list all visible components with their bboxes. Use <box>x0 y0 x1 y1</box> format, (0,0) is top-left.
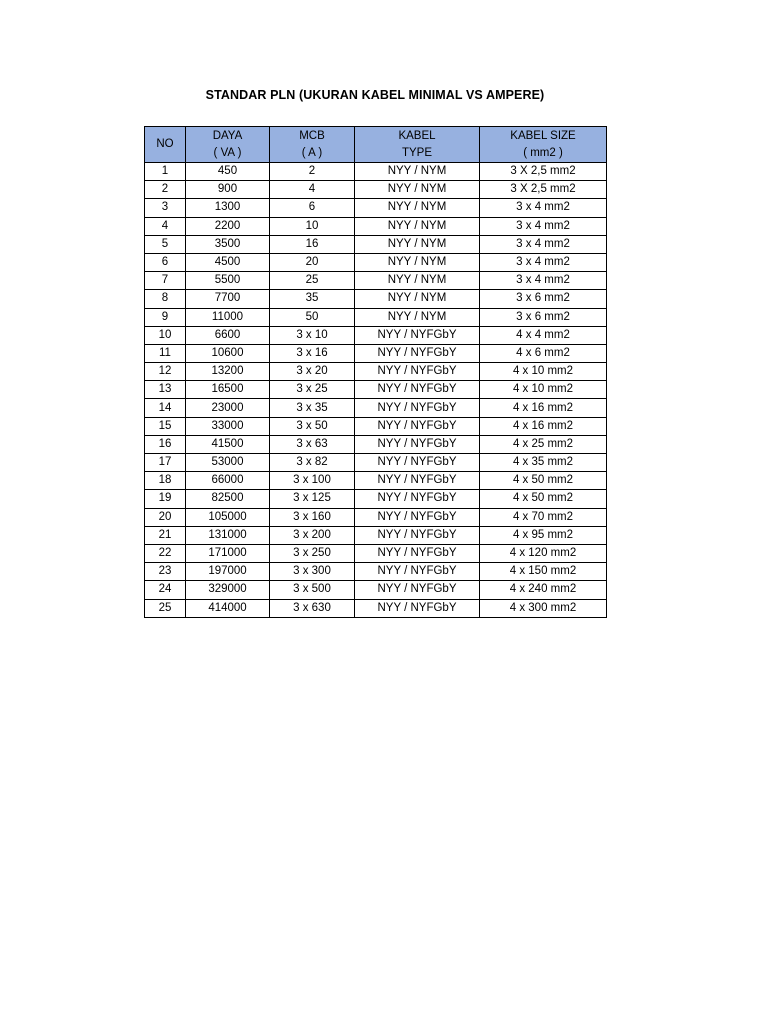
header-no: NO <box>145 127 186 163</box>
cell-no: 11 <box>145 344 186 362</box>
cell-daya: 450 <box>186 163 270 181</box>
page-title: STANDAR PLN (UKURAN KABEL MINIMAL VS AMPERE) <box>205 88 545 102</box>
cell-mcb: 25 <box>270 272 355 290</box>
cell-daya: 5500 <box>186 272 270 290</box>
cell-kabel-size: 4 x 10 mm2 <box>480 363 607 381</box>
header-kabel-size <box>480 127 607 163</box>
cell-no: 6 <box>145 253 186 271</box>
cell-mcb: 50 <box>270 308 355 326</box>
cell-kabel-type: NYY / NYM <box>355 235 480 253</box>
cell-mcb: 3 x 630 <box>270 599 355 617</box>
cell-no: 24 <box>145 581 186 599</box>
cable-size-table <box>144 126 607 618</box>
table-row <box>145 490 607 508</box>
cell-daya: 82500 <box>186 490 270 508</box>
table-header-row <box>145 127 607 163</box>
cell-kabel-size: 3 x 6 mm2 <box>480 290 607 308</box>
cell-daya: 33000 <box>186 417 270 435</box>
cell-kabel-size: 4 x 25 mm2 <box>480 435 607 453</box>
cell-kabel-type: NYY / NYFGbY <box>355 344 480 362</box>
table-row <box>145 508 607 526</box>
cell-no: 1 <box>145 163 186 181</box>
cell-kabel-size: 3 x 4 mm2 <box>480 235 607 253</box>
cell-daya: 105000 <box>186 508 270 526</box>
cell-daya: 23000 <box>186 399 270 417</box>
cell-mcb: 3 x 500 <box>270 581 355 599</box>
cell-kabel-type: NYY / NYFGbY <box>355 363 480 381</box>
cell-daya: 66000 <box>186 472 270 490</box>
cell-kabel-type: NYY / NYM <box>355 199 480 217</box>
table-row <box>145 381 607 399</box>
cell-daya: 11000 <box>186 308 270 326</box>
cell-kabel-size: 3 x 4 mm2 <box>480 272 607 290</box>
table-row <box>145 344 607 362</box>
cell-kabel-size: 3 x 4 mm2 <box>480 199 607 217</box>
cell-kabel-size: 3 x 6 mm2 <box>480 308 607 326</box>
cell-mcb: 3 x 50 <box>270 417 355 435</box>
cell-no: 16 <box>145 435 186 453</box>
cell-no: 10 <box>145 326 186 344</box>
header-kabel-label: KABEL <box>398 129 436 142</box>
table-row <box>145 526 607 544</box>
header-mcb <box>270 127 355 163</box>
cell-daya: 1300 <box>186 199 270 217</box>
cell-no: 15 <box>145 417 186 435</box>
cell-no: 13 <box>145 381 186 399</box>
cell-kabel-type: NYY / NYFGbY <box>355 417 480 435</box>
table-row <box>145 217 607 235</box>
table-row <box>145 199 607 217</box>
cell-mcb: 3 x 250 <box>270 544 355 562</box>
cell-daya: 414000 <box>186 599 270 617</box>
cell-mcb: 3 x 20 <box>270 363 355 381</box>
cell-kabel-type: NYY / NYFGbY <box>355 544 480 562</box>
table-row <box>145 253 607 271</box>
table-row <box>145 563 607 581</box>
cell-no: 25 <box>145 599 186 617</box>
cell-mcb: 3 x 10 <box>270 326 355 344</box>
cell-mcb: 3 x 160 <box>270 508 355 526</box>
cell-kabel-type: NYY / NYM <box>355 217 480 235</box>
cell-kabel-size: 4 x 6 mm2 <box>480 344 607 362</box>
cell-kabel-size: 4 x 35 mm2 <box>480 454 607 472</box>
header-daya <box>186 127 270 163</box>
cell-kabel-size: 4 x 10 mm2 <box>480 381 607 399</box>
cell-kabel-type: NYY / NYFGbY <box>355 599 480 617</box>
cell-no: 20 <box>145 508 186 526</box>
table-row <box>145 599 607 617</box>
cell-mcb: 3 x 125 <box>270 490 355 508</box>
cell-daya: 7700 <box>186 290 270 308</box>
cell-no: 5 <box>145 235 186 253</box>
table-row <box>145 363 607 381</box>
cell-kabel-type: NYY / NYFGbY <box>355 399 480 417</box>
table-row <box>145 326 607 344</box>
cell-mcb: 3 x 35 <box>270 399 355 417</box>
cell-mcb: 3 x 82 <box>270 454 355 472</box>
cell-no: 18 <box>145 472 186 490</box>
cell-mcb: 3 x 100 <box>270 472 355 490</box>
cell-kabel-type: NYY / NYFGbY <box>355 581 480 599</box>
cell-kabel-size: 4 x 240 mm2 <box>480 581 607 599</box>
cell-daya: 41500 <box>186 435 270 453</box>
cell-kabel-type: NYY / NYFGbY <box>355 490 480 508</box>
cell-daya: 2200 <box>186 217 270 235</box>
cell-mcb: 4 <box>270 181 355 199</box>
cell-mcb: 6 <box>270 199 355 217</box>
cell-kabel-size: 4 x 300 mm2 <box>480 599 607 617</box>
cell-kabel-size: 4 x 16 mm2 <box>480 399 607 417</box>
header-size-unit: ( mm2 ) <box>523 146 563 159</box>
cell-no: 17 <box>145 454 186 472</box>
cell-no: 2 <box>145 181 186 199</box>
cell-no: 19 <box>145 490 186 508</box>
cell-kabel-type: NYY / NYFGbY <box>355 381 480 399</box>
cell-mcb: 20 <box>270 253 355 271</box>
cell-kabel-size: 3 X 2,5 mm2 <box>480 181 607 199</box>
cell-kabel-size: 4 x 120 mm2 <box>480 544 607 562</box>
cell-mcb: 10 <box>270 217 355 235</box>
table-row <box>145 472 607 490</box>
cell-kabel-size: 3 x 4 mm2 <box>480 217 607 235</box>
cell-mcb: 35 <box>270 290 355 308</box>
cell-daya: 6600 <box>186 326 270 344</box>
header-daya-unit: ( VA ) <box>213 146 242 159</box>
cell-kabel-size: 4 x 150 mm2 <box>480 563 607 581</box>
cell-kabel-size: 4 x 95 mm2 <box>480 526 607 544</box>
cell-kabel-size: 4 x 50 mm2 <box>480 472 607 490</box>
header-type-label: TYPE <box>401 146 433 159</box>
cell-no: 4 <box>145 217 186 235</box>
cell-mcb: 3 x 16 <box>270 344 355 362</box>
cell-kabel-size: 4 x 16 mm2 <box>480 417 607 435</box>
cell-mcb: 16 <box>270 235 355 253</box>
cell-kabel-type: NYY / NYM <box>355 181 480 199</box>
cell-daya: 13200 <box>186 363 270 381</box>
cell-no: 8 <box>145 290 186 308</box>
cell-daya: 131000 <box>186 526 270 544</box>
header-mcb-label: MCB <box>299 129 325 142</box>
cell-kabel-type: NYY / NYFGbY <box>355 526 480 544</box>
table-row <box>145 308 607 326</box>
cell-kabel-size: 4 x 4 mm2 <box>480 326 607 344</box>
cell-kabel-type: NYY / NYFGbY <box>355 326 480 344</box>
cell-kabel-type: NYY / NYFGbY <box>355 508 480 526</box>
table-row <box>145 435 607 453</box>
table-row <box>145 399 607 417</box>
table-row <box>145 290 607 308</box>
table-row <box>145 235 607 253</box>
cell-daya: 3500 <box>186 235 270 253</box>
cell-kabel-type: NYY / NYFGbY <box>355 435 480 453</box>
table-row <box>145 163 607 181</box>
cell-daya: 171000 <box>186 544 270 562</box>
cell-no: 22 <box>145 544 186 562</box>
cell-mcb: 3 x 25 <box>270 381 355 399</box>
cell-kabel-size: 3 X 2,5 mm2 <box>480 163 607 181</box>
cell-daya: 900 <box>186 181 270 199</box>
cell-kabel-type: NYY / NYFGbY <box>355 472 480 490</box>
cell-kabel-size: 4 x 50 mm2 <box>480 490 607 508</box>
cell-daya: 53000 <box>186 454 270 472</box>
header-kabel-type <box>355 127 480 163</box>
cell-daya: 4500 <box>186 253 270 271</box>
cell-kabel-type: NYY / NYM <box>355 253 480 271</box>
cell-no: 9 <box>145 308 186 326</box>
table-row <box>145 417 607 435</box>
cell-no: 3 <box>145 199 186 217</box>
cell-daya: 10600 <box>186 344 270 362</box>
cell-no: 21 <box>145 526 186 544</box>
cell-kabel-size: 3 x 4 mm2 <box>480 253 607 271</box>
cell-no: 23 <box>145 563 186 581</box>
table-row <box>145 272 607 290</box>
table-body <box>145 163 607 618</box>
header-size-label: KABEL SIZE <box>510 129 576 142</box>
cell-kabel-size: 4 x 70 mm2 <box>480 508 607 526</box>
cell-mcb: 3 x 200 <box>270 526 355 544</box>
cell-mcb: 2 <box>270 163 355 181</box>
cell-kabel-type: NYY / NYM <box>355 163 480 181</box>
cell-kabel-type: NYY / NYM <box>355 308 480 326</box>
cell-kabel-type: NYY / NYM <box>355 272 480 290</box>
cell-daya: 16500 <box>186 381 270 399</box>
table-row <box>145 544 607 562</box>
table-row <box>145 181 607 199</box>
cell-mcb: 3 x 63 <box>270 435 355 453</box>
cell-daya: 329000 <box>186 581 270 599</box>
header-daya-label: DAYA <box>212 129 243 142</box>
cell-no: 7 <box>145 272 186 290</box>
cell-no: 12 <box>145 363 186 381</box>
cell-kabel-type: NYY / NYFGbY <box>355 454 480 472</box>
cell-no: 14 <box>145 399 186 417</box>
header-mcb-unit: ( A ) <box>301 146 323 159</box>
table-row <box>145 581 607 599</box>
cell-kabel-type: NYY / NYFGbY <box>355 563 480 581</box>
cell-kabel-type: NYY / NYM <box>355 290 480 308</box>
cell-mcb: 3 x 300 <box>270 563 355 581</box>
cell-daya: 197000 <box>186 563 270 581</box>
table-row <box>145 454 607 472</box>
